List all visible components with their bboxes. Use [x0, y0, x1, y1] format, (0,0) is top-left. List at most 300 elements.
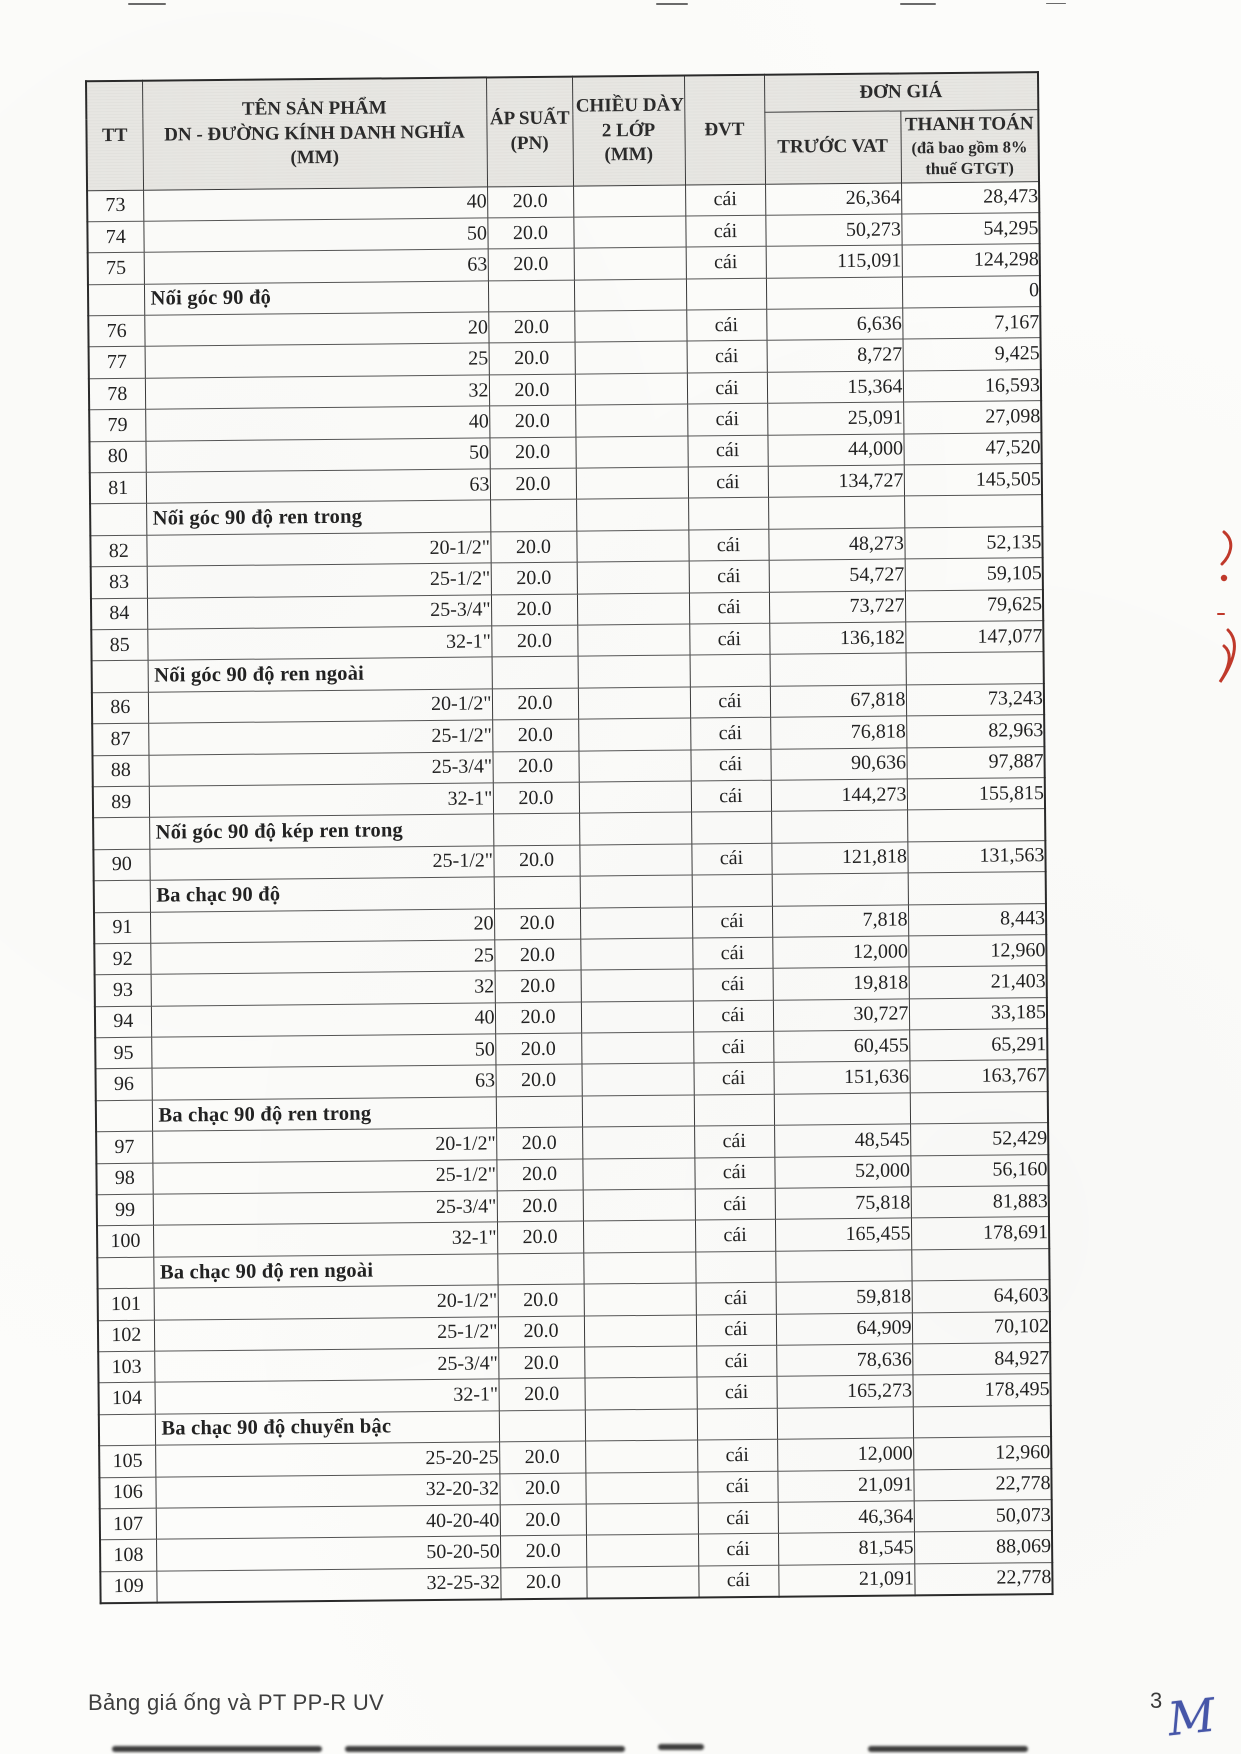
cell-tt: 75: [88, 253, 144, 285]
cell-thickness: [580, 938, 692, 970]
cell-pressure: 20.0: [497, 1221, 583, 1253]
cell-tt: 94: [95, 1006, 151, 1038]
cell-pressure: 20.0: [488, 248, 574, 280]
cell-thickness: [581, 1063, 693, 1095]
cell-pressure: 20.0: [495, 1033, 581, 1065]
cell-thickness: [576, 498, 688, 530]
cell-before-vat: 44,000: [767, 434, 903, 467]
cell-pressure: 20.0: [495, 970, 581, 1002]
cell-payment: 88,069: [914, 1531, 1052, 1564]
cell-tt: 99: [97, 1194, 153, 1226]
cell-before-vat: 30,727: [773, 999, 909, 1032]
cell-product-size: 63: [144, 249, 488, 284]
cell-unit: cái: [688, 466, 768, 498]
cell-before-vat: 48,545: [774, 1124, 910, 1157]
cell-pressure: [493, 813, 579, 845]
cell-unit: cái: [693, 1031, 773, 1063]
cell-payment: 155,815: [907, 778, 1045, 811]
cell-before-vat: 90,636: [770, 747, 906, 780]
cell-unit: cái: [695, 1220, 775, 1252]
cell-unit: cái: [697, 1471, 777, 1503]
cell-product-size: 40: [145, 406, 489, 441]
cell-thickness: [581, 1001, 693, 1033]
cell-before-vat: [768, 496, 904, 529]
cell-tt: 90: [93, 849, 149, 881]
cell-before-vat: 165,273: [776, 1375, 912, 1408]
cell-before-vat: 60,455: [773, 1030, 909, 1063]
cell-tt: 108: [100, 1540, 156, 1572]
cell-tt: 85: [91, 629, 147, 661]
cell-product-size: 25-20-25: [155, 1442, 499, 1477]
cell-product-size: 32-1": [155, 1379, 499, 1414]
cell-thickness: [578, 655, 690, 687]
cell-tt: 87: [92, 723, 148, 755]
cell-unit: cái: [698, 1565, 778, 1598]
cell-unit: cái: [698, 1502, 778, 1534]
cell-before-vat: 151,636: [773, 1061, 909, 1094]
cell-before-vat: 78,636: [776, 1344, 912, 1377]
column-header-tt: TT: [86, 81, 143, 191]
cell-unit: [697, 1408, 777, 1440]
cell-tt: 80: [89, 441, 145, 473]
cell-before-vat: 75,818: [775, 1187, 911, 1220]
cell-unit: [690, 655, 770, 687]
cell-pressure: 20.0: [499, 1441, 585, 1473]
cell-tt: 107: [100, 1508, 156, 1540]
cell-before-vat: [772, 873, 908, 906]
cell-pressure: 20.0: [487, 186, 573, 218]
cell-payment: 79,625: [905, 589, 1043, 622]
cell-thickness: [573, 185, 685, 217]
cell-before-vat: [774, 1093, 910, 1126]
cell-unit: cái: [695, 1188, 775, 1220]
cell-pressure: 20.0: [491, 594, 577, 626]
header-name-line2: DN - ĐƯỜNG KÍNH DANH NGHĨA: [164, 121, 465, 146]
cell-unit: cái: [687, 435, 767, 467]
cell-thickness: [580, 907, 692, 939]
cell-pressure: 20.0: [494, 939, 580, 971]
cell-unit: cái: [688, 529, 768, 561]
cell-pressure: 20.0: [498, 1347, 584, 1379]
cell-payment: 54,295: [901, 213, 1039, 246]
cell-pressure: 20.0: [491, 625, 577, 657]
cell-product-size: 20-1/2": [154, 1285, 498, 1320]
cell-before-vat: 7,818: [772, 904, 908, 937]
cell-payment: 9,425: [903, 338, 1041, 371]
cell-tt: 77: [89, 347, 145, 379]
cell-tt: [90, 504, 146, 536]
cell-pressure: 20.0: [493, 845, 579, 877]
cell-pressure: 20.0: [499, 1473, 585, 1505]
cell-payment: 163,767: [909, 1060, 1047, 1093]
cell-payment: 81,883: [911, 1186, 1049, 1219]
cell-pressure: [497, 1253, 583, 1285]
cell-before-vat: 6,636: [766, 308, 902, 341]
cell-before-vat: 64,909: [776, 1313, 912, 1346]
cell-product-size: 40: [143, 186, 487, 221]
cell-unit: cái: [693, 1000, 773, 1032]
cell-tt: 81: [90, 472, 146, 504]
cell-tt: 78: [89, 378, 145, 410]
cell-unit: cái: [696, 1377, 776, 1409]
red-pen-mark: [1210, 530, 1241, 690]
cell-product-size: 20-1/2": [148, 689, 492, 724]
cell-unit: cái: [690, 686, 770, 718]
section-title: Ba chạc 90 độ chuyển bậc: [155, 1411, 499, 1446]
cell-pressure: 20.0: [489, 437, 575, 469]
cell-thickness: [582, 1095, 694, 1127]
cell-thickness: [585, 1440, 697, 1472]
cell-pressure: 20.0: [495, 1002, 581, 1034]
cell-before-vat: 48,273: [768, 528, 904, 561]
cell-tt: [96, 1100, 152, 1132]
cell-product-size: 25-1/2": [154, 1316, 498, 1351]
cell-tt: 103: [98, 1351, 154, 1383]
cell-pressure: 20.0: [487, 217, 573, 249]
column-header-before-vat: TRƯỚC VAT: [764, 111, 901, 184]
cell-product-size: 32-1": [149, 783, 493, 818]
cell-unit: cái: [692, 937, 772, 969]
cell-payment: 16,593: [903, 370, 1041, 403]
table-header: [86, 72, 1039, 190]
cell-payment: 97,887: [906, 746, 1044, 779]
cell-pressure: 20.0: [489, 343, 575, 375]
cell-thickness: [577, 624, 689, 656]
cell-tt: 79: [89, 409, 145, 441]
cell-product-size: 20-1/2": [152, 1128, 496, 1163]
cell-unit: cái: [685, 215, 765, 247]
column-header-pressure: ÁP SUẤT (PN): [486, 77, 573, 187]
cell-unit: cái: [694, 1125, 774, 1157]
cell-unit: cái: [686, 247, 766, 279]
cell-payment: [907, 809, 1045, 842]
cell-unit: cái: [696, 1314, 776, 1346]
page-number: 3: [1150, 1688, 1163, 1713]
cell-before-vat: 121,818: [771, 842, 907, 875]
cell-payment: 12,960: [908, 935, 1046, 968]
cell-thickness: [583, 1252, 695, 1284]
cell-before-vat: 19,818: [773, 967, 909, 1000]
cell-pressure: 20.0: [496, 1127, 582, 1159]
section-title: Nối góc 90 độ ren ngoài: [148, 657, 492, 692]
cell-thickness: [576, 530, 688, 562]
cell-unit: cái: [687, 372, 767, 404]
cell-thickness: [581, 969, 693, 1001]
price-table: [85, 71, 1054, 1604]
scan-artifact-bottom-smudge: [868, 1746, 1028, 1752]
cell-thickness: [574, 310, 686, 342]
cell-thickness: [575, 436, 687, 468]
cell-before-vat: 134,727: [768, 465, 904, 498]
cell-thickness: [585, 1472, 697, 1504]
cell-before-vat: [766, 277, 902, 310]
cell-payment: 65,291: [909, 1029, 1047, 1062]
cell-unit: cái: [691, 843, 771, 875]
cell-product-size: 63: [146, 469, 490, 504]
cell-payment: 82,963: [906, 715, 1044, 748]
cell-unit: [695, 1251, 775, 1283]
column-header-product-name: [142, 77, 487, 189]
cell-unit: cái: [696, 1345, 776, 1377]
cell-unit: cái: [694, 1157, 774, 1189]
cell-thickness: [579, 812, 691, 844]
cell-tt: [99, 1414, 155, 1446]
cell-pressure: 20.0: [489, 374, 575, 406]
header-name-line3: (MM): [290, 146, 340, 169]
cell-tt: 84: [91, 598, 147, 630]
cell-pressure: 20.0: [498, 1378, 584, 1410]
cell-thickness: [575, 404, 687, 436]
cell-thickness: [577, 593, 689, 625]
cell-unit: cái: [689, 592, 769, 624]
cell-payment: 0: [902, 275, 1040, 308]
cell-thickness: [578, 687, 690, 719]
scan-artifact-bottom-smudge: [345, 1746, 625, 1752]
cell-unit: [692, 874, 772, 906]
cell-before-vat: 15,364: [767, 371, 903, 404]
cell-tt: 106: [99, 1477, 155, 1509]
table-body: [87, 181, 1053, 1603]
cell-before-vat: 73,727: [769, 591, 905, 624]
cell-tt: [92, 661, 148, 693]
cell-product-size: 25: [145, 343, 489, 378]
cell-payment: 131,563: [907, 840, 1045, 873]
cell-unit: cái: [687, 404, 767, 436]
cell-product-size: 50: [145, 438, 489, 473]
cell-before-vat: 54,727: [769, 559, 905, 592]
cell-payment: 73,243: [906, 683, 1044, 716]
cell-tt: 92: [94, 943, 150, 975]
column-header-price-group: ĐƠN GIÁ: [764, 72, 1038, 112]
cell-pressure: 20.0: [494, 908, 580, 940]
scan-artifact-bottom-smudge: [658, 1744, 704, 1750]
scan-artifact-top-dash: [656, 3, 688, 5]
scan-artifact-bottom-smudge: [112, 1746, 322, 1752]
cell-thickness: [586, 1503, 698, 1535]
cell-product-size: 50: [151, 1034, 495, 1069]
cell-product-size: 25-3/4": [154, 1348, 498, 1383]
cell-product-size: 25-1/2": [152, 1160, 496, 1195]
section-title: Ba chạc 90 độ ren ngoài: [153, 1254, 497, 1289]
cell-payment: 52,429: [910, 1123, 1048, 1156]
cell-thickness: [585, 1409, 697, 1441]
cell-thickness: [584, 1283, 696, 1315]
cell-payment: [913, 1405, 1051, 1438]
cell-unit: cái: [693, 1063, 773, 1095]
cell-before-vat: 26,364: [765, 182, 901, 215]
cell-product-size: 25-3/4": [148, 751, 492, 786]
section-title: Ba chạc 90 độ ren trong: [152, 1097, 496, 1132]
cell-payment: 52,135: [904, 526, 1042, 559]
footer-title: Bảng giá ống và PT PP-R UV: [88, 1690, 384, 1715]
cell-unit: cái: [698, 1534, 778, 1566]
cell-payment: [910, 1091, 1048, 1124]
cell-product-size: 63: [151, 1065, 495, 1100]
section-title: Nối góc 90 độ: [144, 281, 488, 316]
cell-tt: [94, 880, 150, 912]
cell-unit: cái: [687, 341, 767, 373]
cell-payment: 27,098: [903, 401, 1041, 434]
cell-product-size: 50: [143, 218, 487, 253]
cell-unit: cái: [690, 717, 770, 749]
cell-pressure: [494, 876, 580, 908]
column-header-thickness: CHIỀU DÀY 2 LỚP (MM): [572, 76, 685, 186]
cell-product-size: 50-20-50: [156, 1536, 500, 1571]
cell-product-size: 25-3/4": [147, 595, 491, 630]
cell-before-vat: 21,091: [778, 1564, 914, 1597]
cell-pressure: 20.0: [500, 1504, 586, 1536]
cell-tt: [88, 284, 144, 316]
cell-unit: cái: [689, 560, 769, 592]
scan-artifact-top-dash: [1046, 3, 1066, 4]
cell-thickness: [581, 1032, 693, 1064]
section-title: Ba chạc 90 độ: [150, 877, 494, 912]
cell-pressure: 20.0: [491, 562, 577, 594]
cell-pressure: 20.0: [497, 1190, 583, 1222]
cell-before-vat: 67,818: [770, 685, 906, 718]
section-title: Nối góc 90 độ ren trong: [146, 500, 490, 535]
cell-pressure: 20.0: [496, 1159, 582, 1191]
column-header-unit: ĐVT: [684, 75, 765, 185]
cell-before-vat: [771, 810, 907, 843]
cell-payment: 33,185: [909, 997, 1047, 1030]
cell-payment: [904, 495, 1042, 528]
cell-payment: [906, 652, 1044, 685]
cell-product-size: 25: [150, 940, 494, 975]
cell-tt: 96: [95, 1069, 151, 1101]
cell-thickness: [574, 279, 686, 311]
cell-tt: 88: [92, 755, 148, 787]
cell-tt: 100: [97, 1226, 153, 1258]
cell-payment: 84,927: [912, 1343, 1050, 1376]
cell-before-vat: 144,273: [771, 779, 907, 812]
scan-artifact-top-dash: [128, 3, 166, 5]
cell-payment: 178,691: [911, 1217, 1049, 1250]
cell-payment: 8,443: [908, 903, 1046, 936]
cell-pressure: 20.0: [488, 311, 574, 343]
cell-pressure: [499, 1410, 585, 1442]
cell-product-size: 25-1/2": [149, 846, 493, 881]
cell-pressure: [496, 1096, 582, 1128]
cell-pressure: 20.0: [493, 782, 579, 814]
cell-tt: 93: [95, 974, 151, 1006]
cell-pressure: 20.0: [500, 1535, 586, 1567]
cell-tt: 97: [96, 1131, 152, 1163]
cell-thickness: [583, 1220, 695, 1252]
cell-tt: 89: [93, 786, 149, 818]
cell-product-size: 20-1/2": [146, 532, 490, 567]
cell-thickness: [579, 781, 691, 813]
cell-before-vat: 136,182: [769, 622, 905, 655]
cell-thickness: [583, 1189, 695, 1221]
cell-payment: 70,102: [912, 1311, 1050, 1344]
cell-tt: 73: [87, 190, 143, 222]
cell-payment: 64,603: [912, 1280, 1050, 1313]
cell-thickness: [584, 1315, 696, 1347]
cell-payment: 147,077: [905, 621, 1043, 654]
cell-tt: 86: [92, 692, 148, 724]
cell-tt: 74: [87, 221, 143, 253]
cell-thickness: [579, 844, 691, 876]
cell-pressure: 20.0: [498, 1284, 584, 1316]
cell-unit: [691, 812, 771, 844]
cell-payment: 22,778: [914, 1562, 1052, 1595]
cell-payment: 28,473: [901, 181, 1039, 214]
cell-product-size: 40: [151, 1003, 495, 1038]
cell-unit: [686, 278, 766, 310]
cell-pressure: 20.0: [490, 531, 576, 563]
cell-payment: 56,160: [910, 1154, 1048, 1187]
cell-tt: [97, 1257, 153, 1289]
cell-product-size: 20: [150, 908, 494, 943]
cell-tt: 105: [99, 1445, 155, 1477]
cell-payment: 7,167: [902, 307, 1040, 340]
cell-thickness: [582, 1126, 694, 1158]
cell-product-size: 32: [151, 971, 495, 1006]
cell-thickness: [577, 561, 689, 593]
cell-before-vat: 115,091: [766, 245, 902, 278]
cell-tt: 98: [96, 1163, 152, 1195]
header-name-line1: TÊN SẢN PHẨM: [241, 97, 387, 121]
section-title: Nối góc 90 độ kép ren trong: [149, 814, 493, 849]
cell-thickness: [584, 1377, 696, 1409]
cell-before-vat: 12,000: [777, 1438, 913, 1471]
cell-payment: 178,495: [912, 1374, 1050, 1407]
cell-tt: 82: [90, 535, 146, 567]
cell-unit: cái: [692, 906, 772, 938]
cell-payment: 21,403: [909, 966, 1047, 999]
cell-thickness: [575, 342, 687, 374]
cell-before-vat: 76,818: [770, 716, 906, 749]
cell-tt: 83: [91, 566, 147, 598]
cell-unit: cái: [697, 1439, 777, 1471]
document-scan-area: [85, 71, 1052, 1604]
cell-thickness: [578, 718, 690, 750]
cell-tt: 109: [100, 1571, 156, 1603]
cell-unit: [694, 1094, 774, 1126]
cell-payment: [911, 1248, 1049, 1281]
cell-thickness: [584, 1346, 696, 1378]
cell-payment: 22,778: [913, 1468, 1051, 1501]
cell-product-size: 32-25-32: [156, 1568, 500, 1603]
cell-pressure: [490, 500, 576, 532]
cell-pressure: 20.0: [490, 468, 576, 500]
cell-product-size: 25-1/2": [147, 563, 491, 598]
cell-unit: cái: [686, 309, 766, 341]
cell-before-vat: [770, 653, 906, 686]
cell-tt: [93, 818, 149, 850]
cell-before-vat: [775, 1250, 911, 1283]
cell-product-size: 25-3/4": [153, 1191, 497, 1226]
cell-before-vat: 25,091: [767, 402, 903, 435]
cell-pressure: 20.0: [492, 719, 578, 751]
cell-pressure: 20.0: [489, 405, 575, 437]
cell-pressure: 20.0: [492, 751, 578, 783]
handwritten-initial: M: [1165, 1687, 1218, 1747]
cell-product-size: 32: [145, 375, 489, 410]
cell-tt: 104: [99, 1383, 155, 1415]
cell-tt: 101: [98, 1288, 154, 1320]
cell-unit: cái: [691, 780, 771, 812]
cell-thickness: [586, 1534, 698, 1566]
cell-tt: 102: [98, 1320, 154, 1352]
cell-thickness: [573, 216, 685, 248]
cell-thickness: [586, 1566, 698, 1599]
cell-unit: cái: [690, 749, 770, 781]
cell-before-vat: 81,545: [778, 1532, 914, 1565]
cell-payment: 47,520: [903, 432, 1041, 465]
cell-pressure: 20.0: [500, 1567, 586, 1600]
